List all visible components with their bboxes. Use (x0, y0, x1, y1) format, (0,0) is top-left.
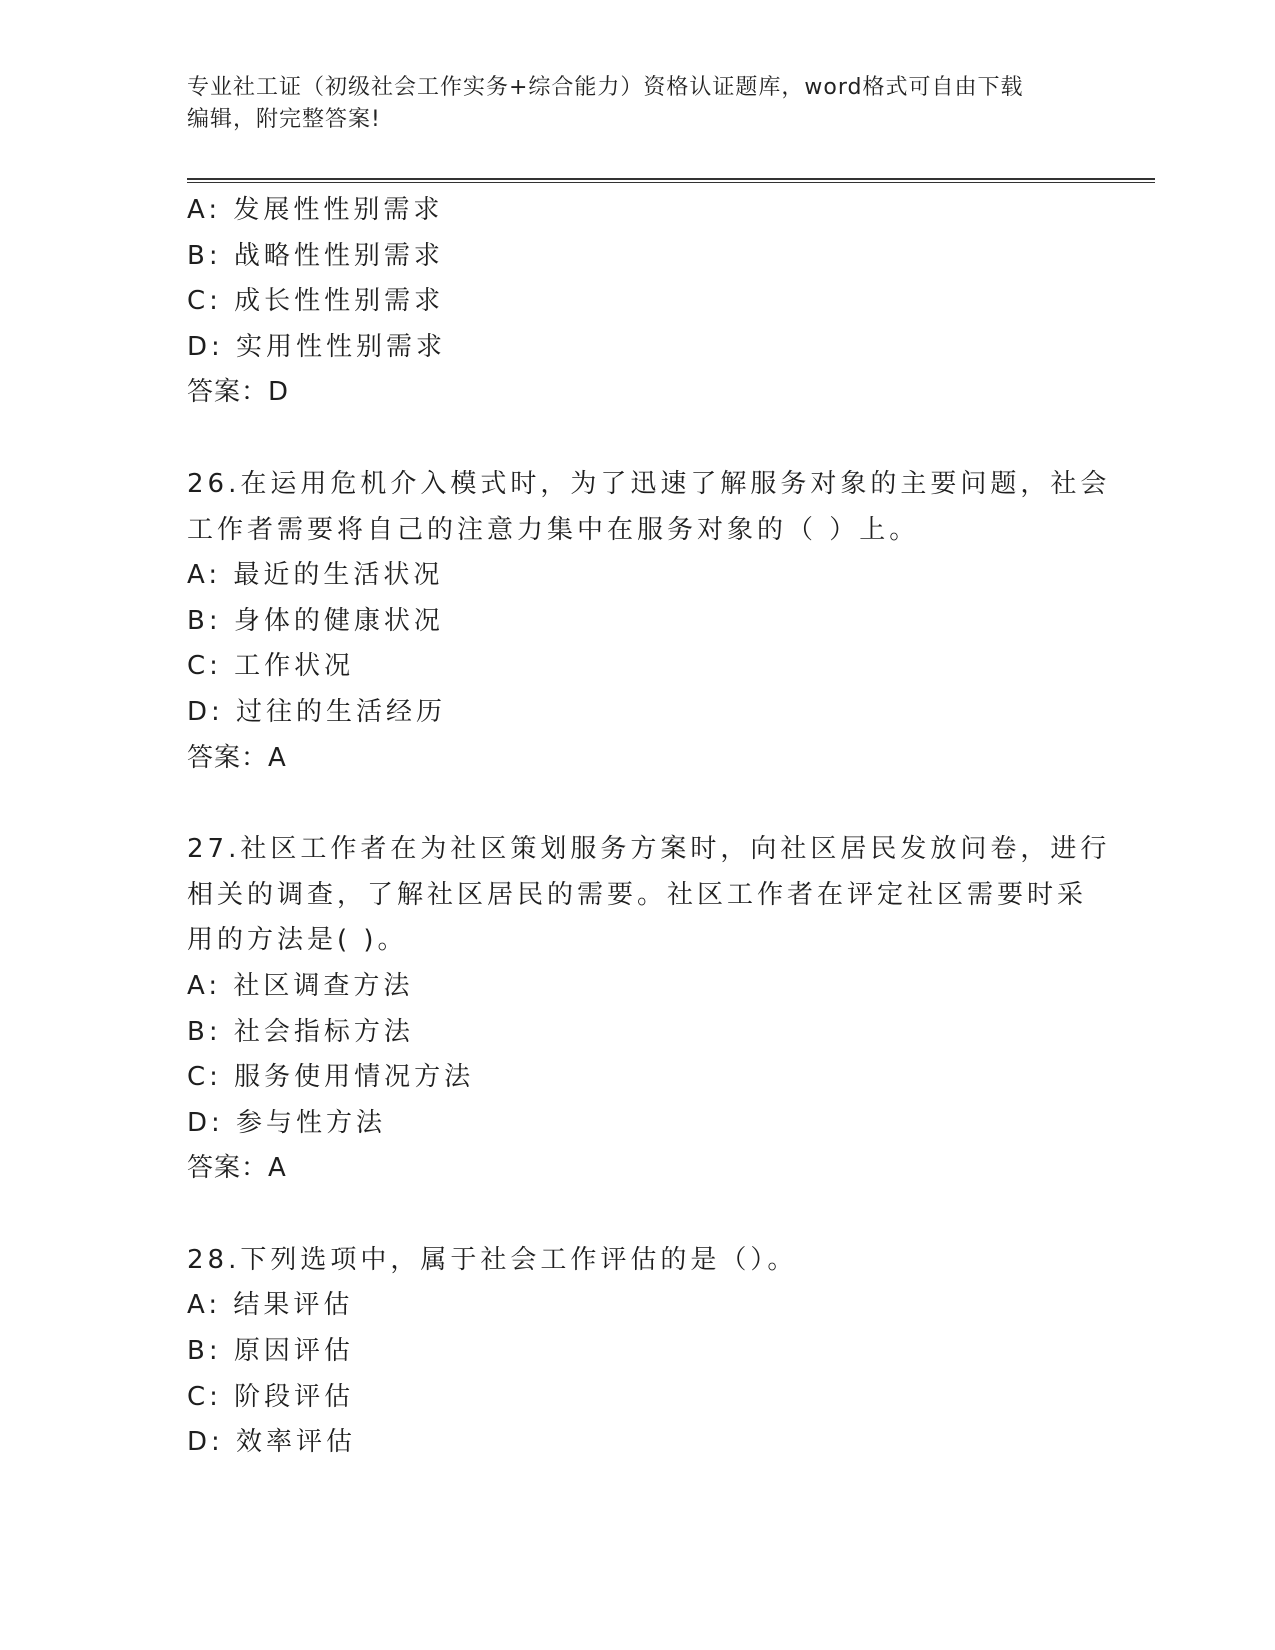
header-divider (187, 178, 1155, 183)
question-text-line: 工作者需要将自己的注意力集中在服务对象的（ ）上。 (187, 514, 920, 545)
spacer (187, 416, 1087, 462)
option-d: D: 实用性性别需求 (187, 331, 447, 362)
page-header (187, 72, 1087, 136)
option-d: D: 效率评估 (187, 1427, 357, 1458)
answer: 答案：A (187, 1153, 287, 1184)
header-line-1: 专业社工证（初级社会工作实务+综合能力）资格认证题库，word格式可自由下载 (187, 75, 1024, 100)
question-text-line: 26.在运用危机介入模式时，为了迅速了解服务对象的主要问题，社会 (187, 468, 1111, 499)
option-d: D: 参与性方法 (187, 1107, 387, 1138)
option-a: A: 发展性性别需求 (187, 195, 444, 225)
question-text-line: 相关的调查，了解社区居民的需要。社区工作者在评定社区需要时采 (187, 879, 1088, 910)
answer: 答案：D (187, 377, 290, 408)
option-a: A: 社区调查方法 (187, 970, 414, 1001)
question-text-line: 28.下列选项中，属于社会工作评估的是（）。 (187, 1244, 798, 1275)
question-text-line: 用的方法是( )。 (187, 925, 408, 956)
option-c: C: 阶段评估 (187, 1381, 355, 1412)
option-d: D: 过往的生活经历 (187, 696, 447, 727)
option-b: B: 战略性性别需求 (187, 240, 444, 271)
header-line-2: 编辑，附完整答案! (187, 107, 381, 132)
option-c: C: 工作状况 (187, 651, 355, 682)
answer: 答案：A (187, 742, 287, 773)
option-c: C: 服务使用情况方法 (187, 1062, 475, 1093)
option-b: B: 原因评估 (187, 1336, 354, 1367)
spacer (187, 1192, 1087, 1238)
option-c: C: 成长性性别需求 (187, 286, 445, 317)
question-content (187, 188, 1111, 1466)
question-28 (187, 1238, 1087, 1466)
option-b: B: 身体的健康状况 (187, 605, 444, 636)
spacer (187, 781, 1087, 827)
option-b: B: 社会指标方法 (187, 1016, 414, 1047)
question-25 (187, 188, 1087, 416)
question-27 (187, 827, 1111, 1192)
question-text-line: 27.社区工作者在为社区策划服务方案时，向社区居民发放问卷，进行 (187, 834, 1111, 865)
option-a: A: 结果评估 (187, 1290, 354, 1321)
question-26 (187, 462, 1111, 781)
option-a: A: 最近的生活状况 (187, 560, 444, 591)
